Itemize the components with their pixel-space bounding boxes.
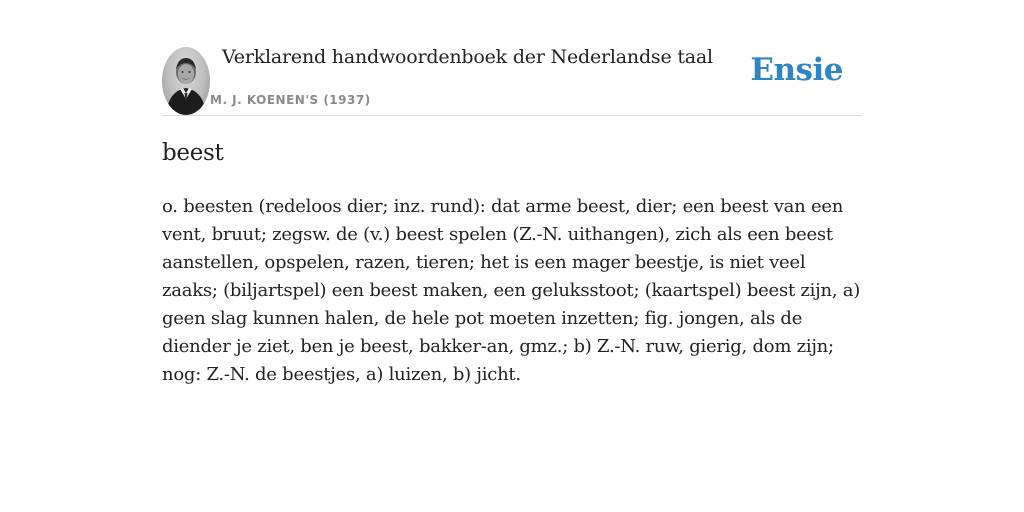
entry-definition: o. beesten (redeloos dier; inz. rund): dat arme beest, dier; een beest van een vent, bruut; zegsw. de (v.) beest spelen (Z.-N. uithangen), zich als een beest aanstellen, opspelen, razen, tieren; het is een mager beestje, is niet veel zaaks; (biljartspel) een beest maken, een geluksstoot; (kaartspel) beest zijn, a) geen slag kunnen halen, de hele pot moeten inzetten; fig. jongen, als de diender je ziet, ben je beest, bakker-an, gmz.; b) Z.-N. ruw, gierig, dom zijn; nog: Z.-N. de beestjes, a) luizen, b) jicht. bbox=[162, 196, 861, 385]
dictionary-header bbox=[162, 44, 862, 116]
book-title: Verklarend handwoordenboek der Nederlandse taal bbox=[222, 46, 713, 68]
book-subtitle: M. J. KOENEN'S (1937) bbox=[210, 93, 371, 107]
author-portrait bbox=[162, 47, 210, 115]
entry-headword: beest bbox=[162, 140, 224, 166]
ensie-logo[interactable]: Ensie bbox=[750, 52, 843, 88]
